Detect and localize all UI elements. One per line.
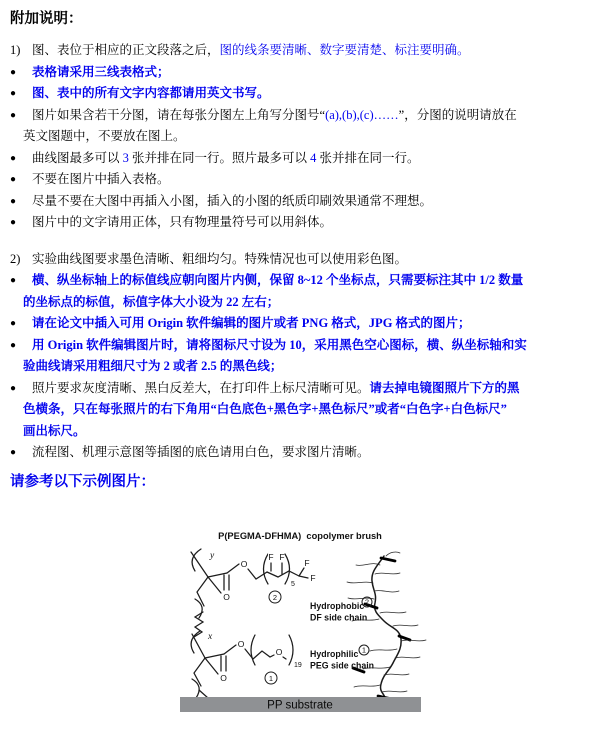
side-chain	[386, 552, 400, 556]
copolymer-brush-figure	[150, 527, 470, 729]
peg-paren-open	[251, 635, 255, 665]
methyl-bond	[208, 577, 221, 593]
bullet-marker: ●	[10, 339, 17, 351]
bullet-item	[10, 270, 594, 313]
text-segment: 张并排在同一行。照片最多可以	[128, 150, 311, 165]
repeat-label-y: y	[210, 551, 215, 561]
side-chain	[375, 573, 400, 574]
bullet-item	[10, 212, 594, 234]
diagram-legend	[310, 597, 374, 671]
text-segment: ”，分图的说明请放在	[398, 107, 517, 122]
item-number: 1)	[10, 43, 21, 57]
hydrophilic-label: Hydrophilic	[310, 649, 359, 659]
side-chain	[354, 685, 380, 687]
substrate-group	[180, 697, 421, 712]
brush-backbone	[372, 556, 401, 698]
bullet-marker: ●	[10, 217, 17, 228]
side-chain	[393, 625, 418, 626]
circled-2-number: 2	[364, 597, 370, 607]
bullet-marker: ●	[10, 109, 17, 121]
text-segment: 图的线条要清晰、数字要清楚、标注要明确。	[219, 43, 470, 57]
text-segment: 英文图题中，不要放在图上。	[23, 129, 186, 143]
bullet-marker: ●	[10, 382, 17, 394]
peg-paren-close	[289, 635, 293, 665]
notes-list	[10, 40, 594, 464]
text-segment: 验曲线请采用粗细尺寸为 2 或者 2.5 的黑色线；	[23, 359, 283, 373]
bullet-marker: ●	[10, 195, 17, 207]
text-segment: 尽量不要在大图中再插入小图，插入的小图的纸质印刷效果通常不理想。	[32, 193, 433, 208]
text-segment: 图片如果含若干分图，请在每张分图左上角写分图号“	[32, 107, 326, 122]
diagram-title: P(PEGMA-DFHMA) copolymer brush	[218, 531, 382, 541]
side-chain	[382, 691, 407, 692]
bullet-item	[10, 378, 594, 443]
text-segment: 表格请采用三线表格式；	[32, 64, 170, 79]
peg-chain-end	[283, 657, 286, 659]
brush-sketch	[347, 552, 426, 699]
oxygen-label: O	[275, 647, 283, 657]
fluorine-label: F	[268, 552, 274, 562]
backbone-bond	[192, 634, 205, 658]
terminal-cf-bonds	[299, 568, 308, 578]
bullet-item	[10, 83, 594, 105]
carbonyl-double-bond	[224, 575, 229, 590]
text-segment: 图片中的文字请用正体，只有物理量符号可以用斜体。	[32, 215, 333, 229]
cf-bonds	[271, 563, 282, 574]
hydrophobic-label: Hydrophobic	[310, 601, 365, 611]
text-segment: 画出标尺。	[23, 423, 86, 438]
side-chain	[395, 657, 420, 658]
text-segment: 用 Origin 软件编辑图片时，请将图标尺寸设为 10，采用黑色空心图标，横、纵坐标轴和实	[32, 337, 527, 352]
text-segment: 请去掉电镜图照片下方的黑	[369, 380, 520, 395]
item-number: 2)	[10, 251, 21, 266]
text-segment: 照片要求灰度清晰、黑白反差大，在打印件上标尺清晰可见。	[32, 380, 370, 395]
fluorine-label: F	[304, 558, 310, 568]
side-chain	[374, 591, 399, 592]
fluorine-label: F	[310, 573, 316, 583]
pegma-unit-structure	[191, 631, 302, 698]
text-segment: 请在论文中插入可用 Origin 软件编辑的图片或者 PNG 格式，JPG 格式的图片；	[32, 316, 471, 330]
section-gap	[10, 234, 594, 249]
example-diagram	[150, 527, 470, 729]
text-segment: 的坐标点的标值，标值字体大小设为 22 左右；	[23, 294, 280, 309]
bullet-marker: ●	[10, 174, 17, 185]
cf2-chain	[267, 571, 299, 577]
bullet-item	[10, 335, 594, 378]
side-chain	[356, 564, 380, 566]
bullet-item	[10, 105, 594, 148]
bullet-item	[10, 62, 594, 84]
repeat-count-19: 19	[294, 662, 302, 669]
page-title: 附加说明：	[10, 11, 83, 27]
text-segment: 不要在图片中插入表格。	[32, 172, 170, 186]
bullet-item	[10, 169, 594, 191]
pp-substrate-label: PP substrate	[267, 699, 333, 712]
bullet-marker: ●	[10, 88, 17, 99]
oxygen-label: O	[220, 673, 227, 683]
text-segment: 图、表中的所有文字内容都请用英文书写。	[32, 86, 270, 100]
oxygen-label: O	[237, 639, 245, 649]
circled-1-number: 1	[268, 673, 274, 683]
oxygen-label: O	[240, 559, 248, 569]
text-segment: 色横条，只在每张照片的右下角用“白色底色+黑色字+黑色标尺”或者“白色字+白色标尺”	[23, 402, 507, 416]
text-segment: (a),(b),(c)……	[325, 107, 399, 122]
peg-chain	[253, 651, 274, 659]
bullet-marker: ●	[10, 447, 17, 458]
ester-bond	[227, 564, 239, 573]
text-segment: 流程图、机理示意图等插图的底色请用白色，要求图片清晰。	[32, 445, 370, 459]
text-segment: 张并排在同一行。	[316, 150, 420, 165]
thick-segment	[381, 558, 395, 561]
text-segment: 图、表位于相应的正文段落之后，	[32, 43, 220, 57]
carbonyl-double-bond	[221, 656, 226, 671]
bullet-marker: ●	[10, 152, 17, 164]
bullet-item	[10, 442, 594, 464]
cf2-paren-close	[285, 554, 290, 584]
bullet-item	[10, 148, 594, 170]
backbone-to-substrate	[199, 690, 208, 698]
squiggle-bond	[194, 612, 203, 637]
side-chain	[401, 640, 426, 641]
side-chain	[384, 674, 409, 675]
dfhma-unit-structure	[191, 549, 316, 637]
peg-side-chain-label: PEG side chain	[310, 660, 375, 671]
df-side-chain-label: DF side chain	[310, 612, 368, 623]
circled-1-number: 1	[361, 645, 367, 655]
text-segment: 3	[122, 150, 129, 165]
bullet-marker: ●	[10, 66, 17, 78]
ester-bond	[224, 645, 236, 654]
numbered-item	[10, 249, 594, 271]
text-segment: 横、纵坐标轴上的标值线应朝向图片内侧，保留 8~12 个坐标点，只需要标注其中 1/2 数量	[32, 273, 524, 287]
cf2-paren-open	[264, 554, 269, 584]
bullet-marker: ●	[10, 275, 17, 286]
bullet-item	[10, 313, 594, 335]
repeat-count-5: 5	[291, 581, 295, 588]
fluorine-label: F	[279, 552, 285, 562]
bullet-marker: ●	[10, 318, 17, 329]
text-segment: 4	[310, 150, 317, 165]
bullet-item	[10, 191, 594, 213]
methyl-bond	[205, 658, 218, 674]
text-segment: 实验曲线图要求墨色清晰、粗细均匀。特殊情况也可以使用彩色图。	[32, 251, 408, 266]
numbered-item	[10, 40, 594, 62]
oxygen-label: O	[223, 592, 230, 602]
example-images-heading: 请参考以下示例图片：	[10, 473, 155, 490]
text-segment: 曲线图最多可以	[32, 150, 123, 165]
side-chain	[347, 582, 373, 583]
side-chain	[370, 649, 397, 651]
side-chain	[380, 612, 406, 613]
circled-2-number: 2	[272, 592, 278, 602]
repeat-label-x: x	[208, 632, 213, 642]
